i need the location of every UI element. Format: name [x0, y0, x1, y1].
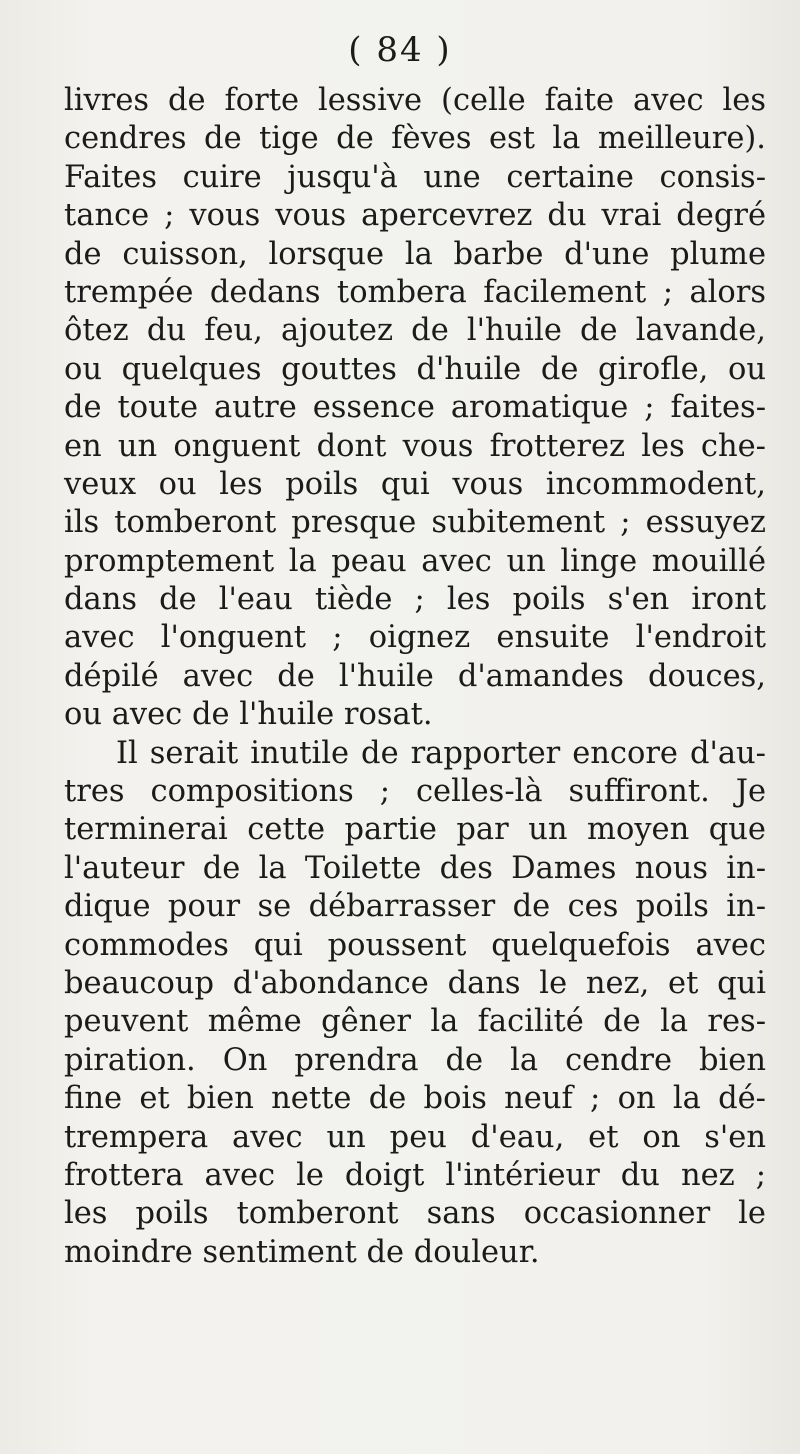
paragraph-1	[64, 82, 766, 735]
text-line: fine et bien nette de bois neuf ; on la dé-	[64, 1081, 766, 1117]
paragraph-2	[64, 735, 766, 1272]
text-line: de toute autre essence aromatique ; faites-	[64, 390, 766, 426]
text-line: livres de forte lessive (celle faite avec les	[64, 83, 766, 118]
text-line: Il serait inutile de rapporter encore d'au-	[116, 735, 766, 771]
text-line: ils tomberont presque subitement ; essuyez	[64, 505, 766, 541]
text-line: cendres de tige de fèves est la meilleure).	[64, 121, 766, 157]
text-line: piration. On prendra de la cendre bien	[64, 1042, 766, 1078]
text-line: ou avec de l'huile rosat.	[64, 697, 433, 733]
text-line: dans de l'eau tiède ; les poils s'en iront	[64, 582, 766, 618]
text-line: avec l'onguent ; oignez ensuite l'endroit	[64, 620, 766, 656]
text-line: les poils tomberont sans occasionner le	[64, 1196, 766, 1232]
body-text	[64, 82, 766, 1272]
page-number: ( 84 )	[348, 30, 452, 70]
text-line: Faites cuire jusqu'à une certaine consis-	[64, 159, 766, 195]
text-line: trempée dedans tombera facilement ; alors	[64, 274, 766, 310]
text-line: frottera avec le doigt l'intérieur du nez ;	[64, 1157, 766, 1193]
text-line: ôtez du feu, ajoutez de l'huile de lavande,	[64, 313, 766, 349]
text-line: tres compositions ; celles-là suffiront. Je	[64, 774, 766, 810]
text-line: trempera avec un peu d'eau, et on s'en	[64, 1119, 766, 1155]
text-line: beaucoup d'abondance dans le nez, et qui	[64, 965, 766, 1001]
text-line: promptement la peau avec un linge mouillé	[64, 543, 766, 579]
text-line: l'auteur de la Toilette des Dames nous in-	[64, 850, 766, 886]
text-line: tance ; vous vous apercevrez du vrai degré	[64, 198, 766, 234]
text-line: veux ou les poils qui vous incommodent,	[64, 466, 766, 502]
text-line: dépilé avec de l'huile d'amandes douces,	[64, 658, 766, 694]
text-line: moindre sentiment de douleur.	[64, 1234, 540, 1270]
text-line: ou quelques gouttes d'huile de girofle, ou	[64, 351, 766, 387]
text-line: commodes qui poussent quelquefois avec	[64, 927, 766, 963]
text-line: peuvent même gêner la facilité de la res-	[64, 1004, 766, 1040]
text-line: de cuisson, lorsque la barbe d'une plume	[64, 236, 766, 272]
text-line: en un onguent dont vous frotterez les che-	[64, 428, 766, 464]
text-line: terminerai cette partie par un moyen que	[64, 812, 766, 848]
text-line: dique pour se débarrasser de ces poils in-	[64, 889, 766, 925]
